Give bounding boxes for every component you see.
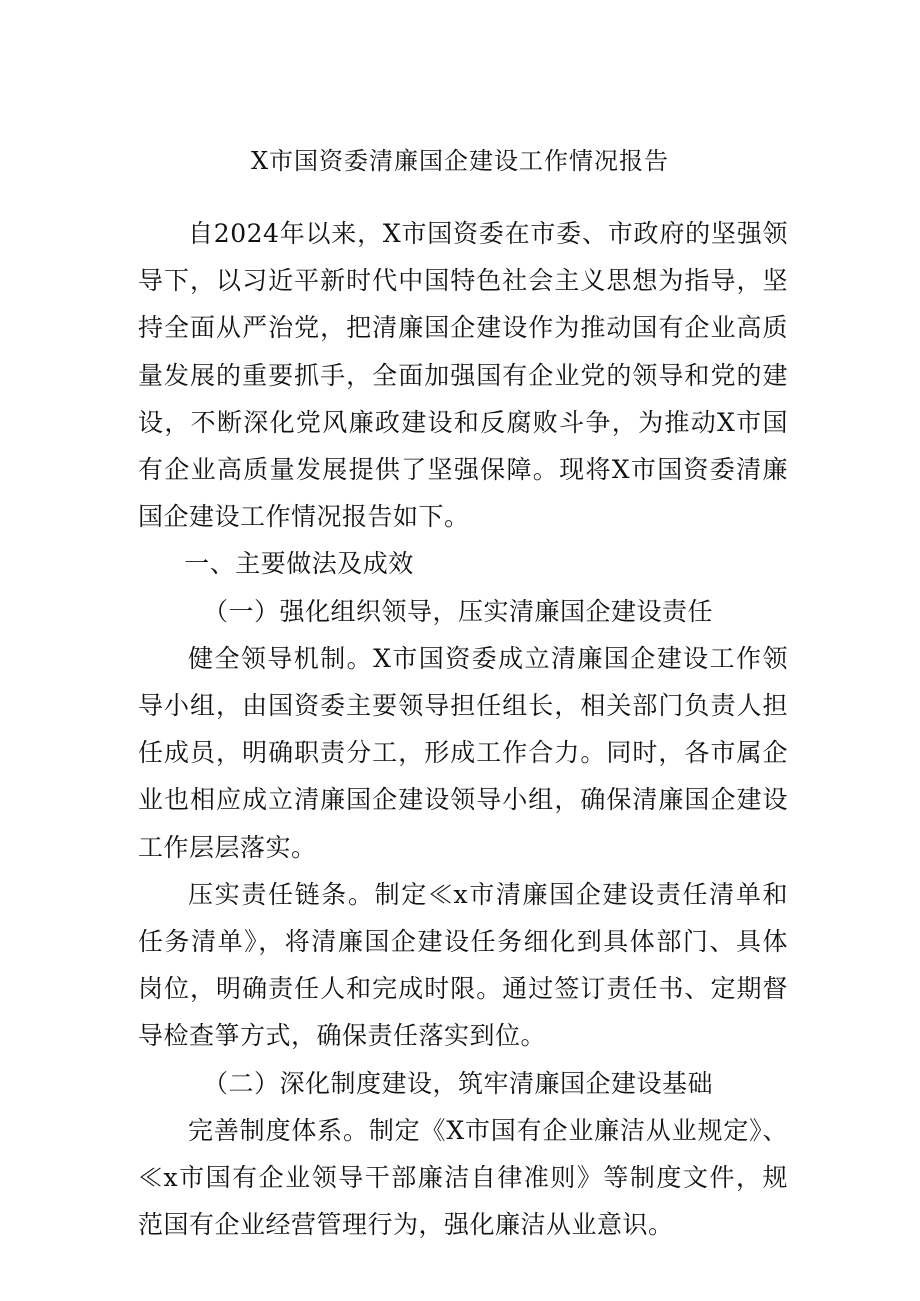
document-title: X市国资委清廉国企建设工作情况报告 <box>250 147 670 175</box>
paragraph-system-improvement: 完善制度体系。制定《X市国有企业廉洁从业规定》、≪x市国有企业领导干部廉洁自律准则》等制度文件，规范国有企业经营管理行为，强化廉洁从业意识。 <box>138 1115 788 1240</box>
document-body <box>138 210 788 1248</box>
paragraph-responsibility-chain: 压实责任链条。制定≪x市清廉国企建设责任清单和任务清单》，将清廉国企建设任务细化到具体部门、具体岗位，明确责任人和完成时限。通过签订责任书、定期督导检查箏方式，确保责任落实到位。 <box>138 879 788 1051</box>
intro-paragraph: 自2024年以来，X市国资委在市委、市政府的坚强领导下，以习近平新时代中国特色社会主义思想为指导，坚持全面从严治党，把清廉国企建设作为推动国有企业高质量发展的重要抓手，全面加强国有企业党的领导和党的建设，不断深化党风廉政建设和反腐败斗争，为推动X市国有企业高质量发展提供了坚强保障。现将X市国资委清廉国企建设工作情况报告如下。 <box>138 219 788 532</box>
subsection-heading-organization: （一）强化组织领导，压实清廉国企建设责任 <box>203 596 714 626</box>
subsection-heading-system-building: （二）深化制度建设，筑牢清廉国企建设基础 <box>203 1068 714 1098</box>
paragraph-leadership-mechanism: 健全领导机制。X市国资委成立清廉国企建设工作领导小组，由国资委主要领导担任组长，相关部门负责人担任成员，明确职责分工，形成工作合力。同时，各市属企业也相应成立清廉国企建设领导小组，确保清廉国企建设工作层层落实。 <box>138 643 788 862</box>
section-heading-main-practices: 一、主要做法及成效 <box>184 549 414 579</box>
